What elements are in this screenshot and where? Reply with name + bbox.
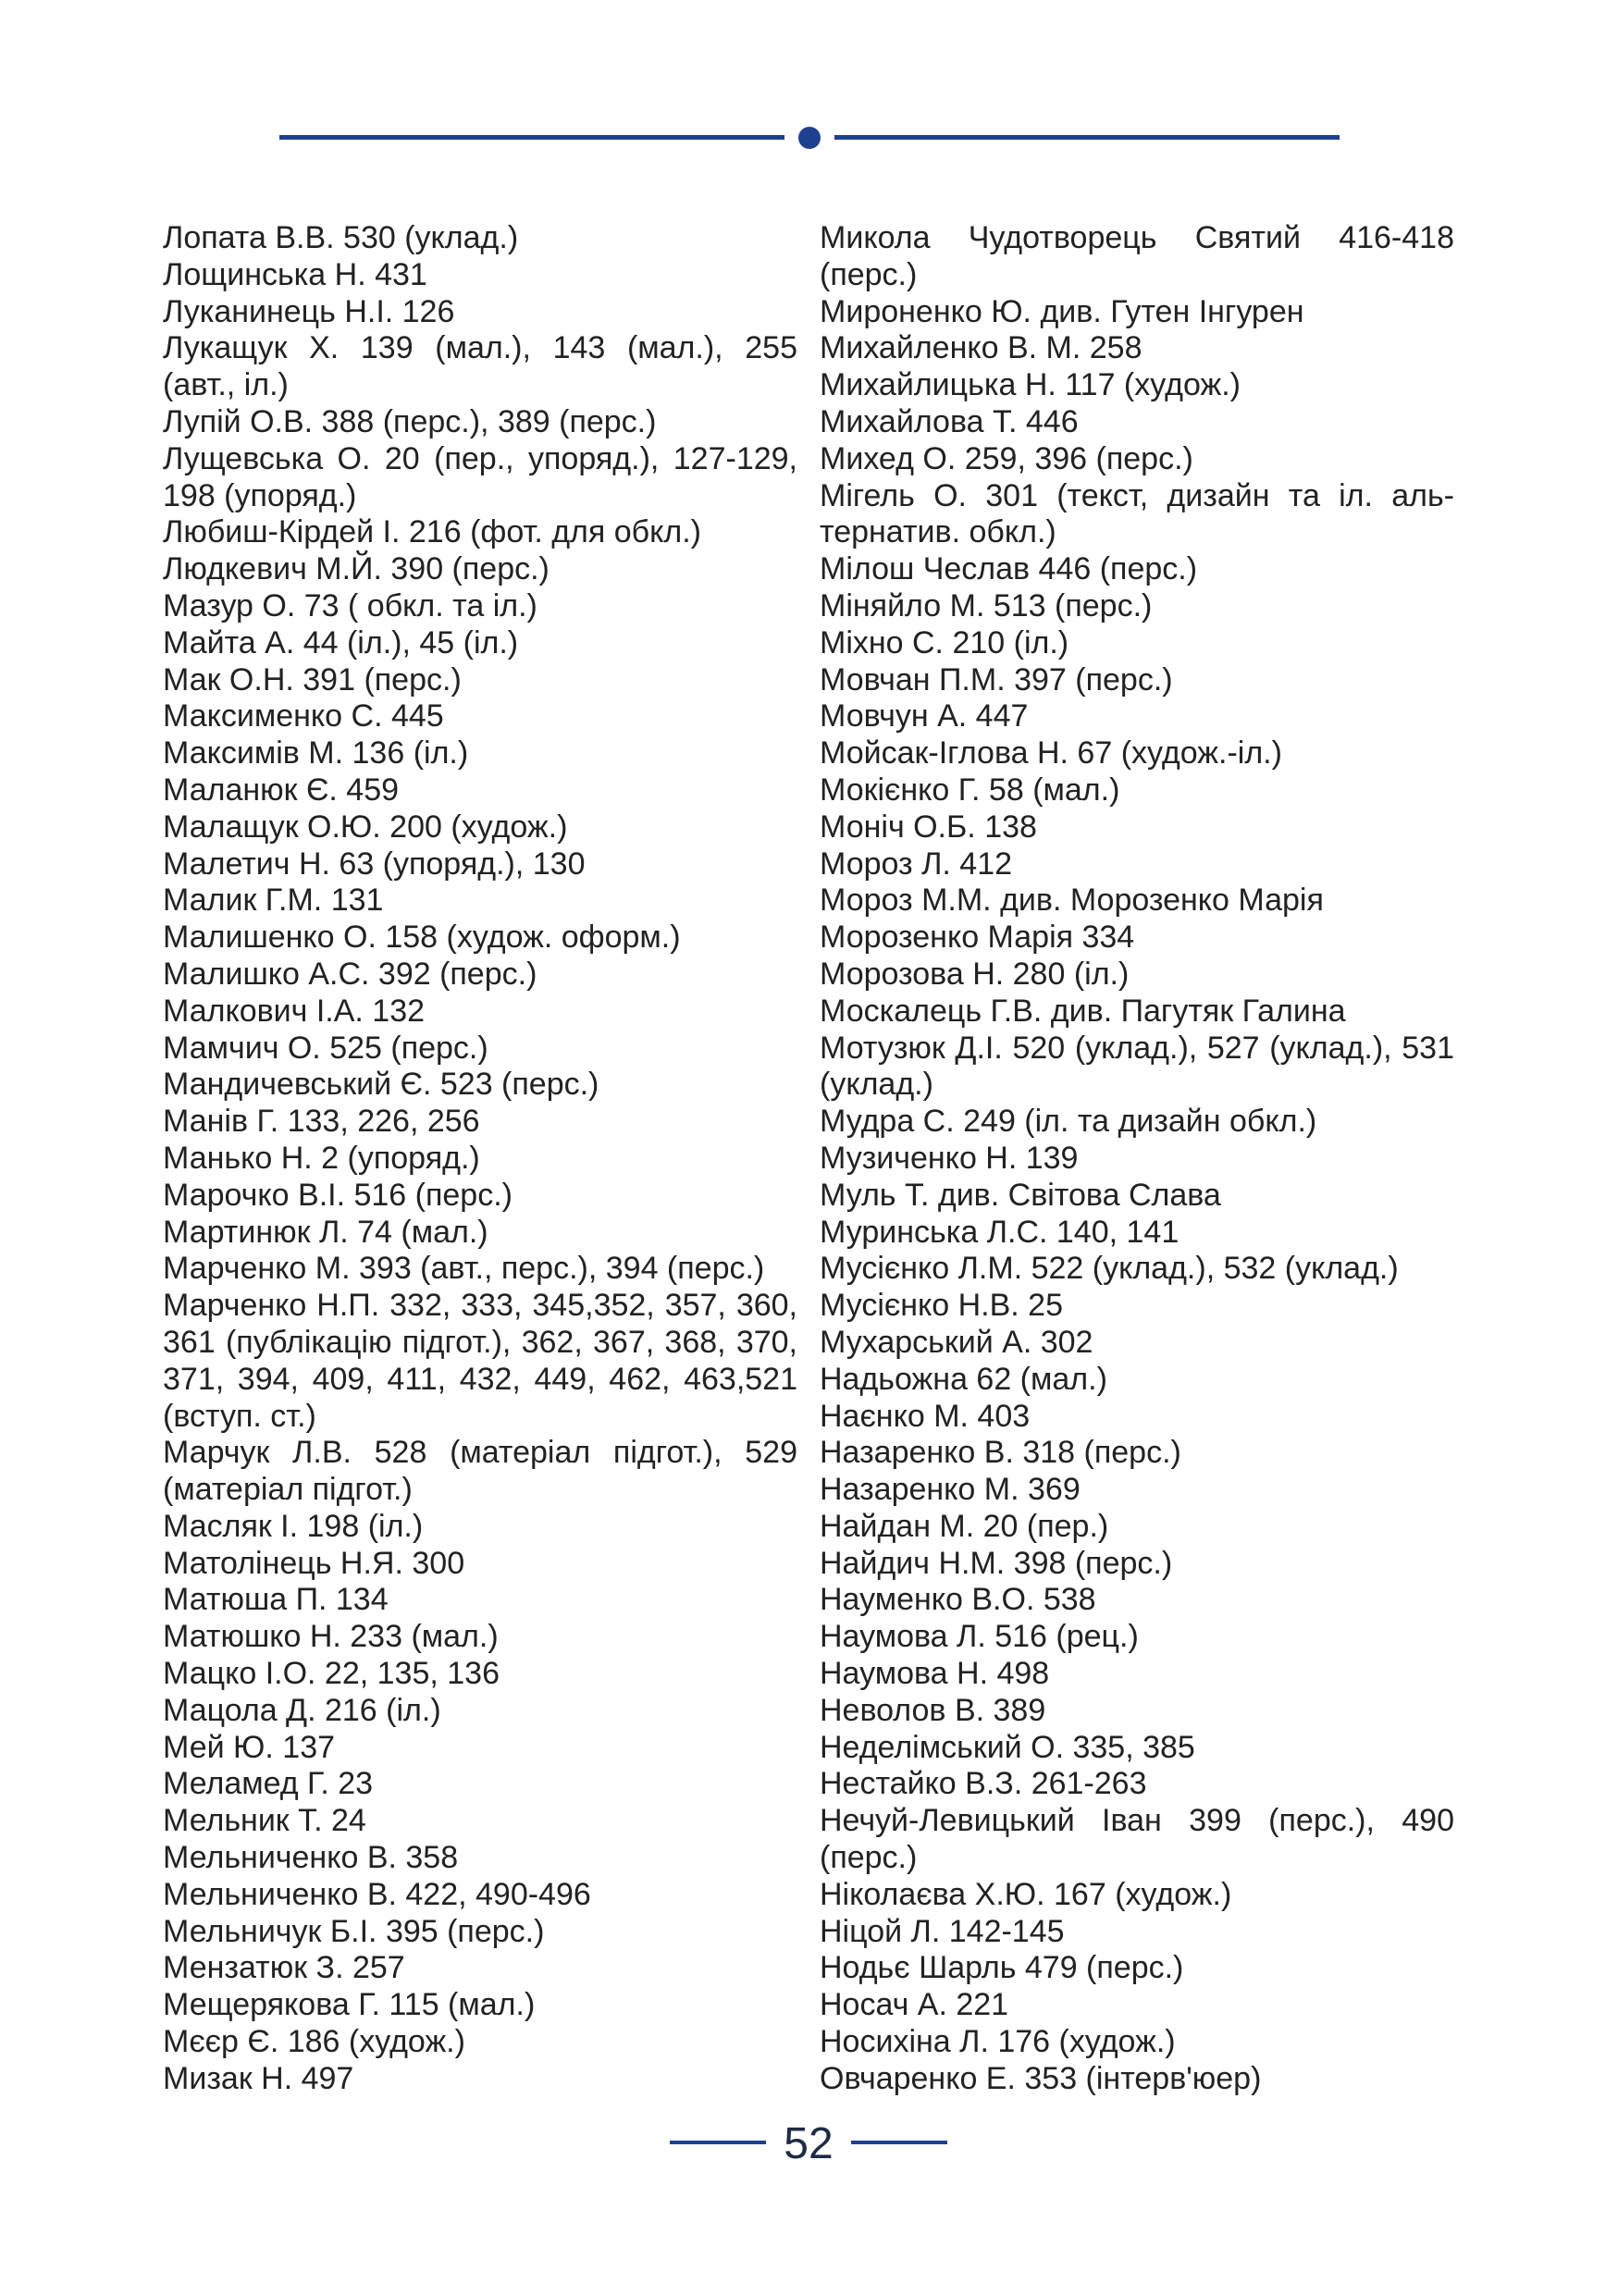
index-entry: Марочко В.І. 516 (перс.) [163,1177,513,1213]
index-entry: Мацола Д. 216 (іл.) [163,1692,441,1728]
index-entry: Михайлицька Н. 117 (худож.) [820,367,1241,403]
index-entry: Матюша П. 134 [163,1582,389,1618]
index-entry: Муль Т. див. Світова Слава [820,1177,1221,1213]
index-entry: Мойсак-Іглова Н. 67 (худож.-іл.) [820,735,1282,772]
index-entry: Науменко В.О. 538 [820,1582,1096,1618]
index-entry: Малащук О.Ю. 200 (худож.) [163,809,568,845]
index-entry: Нодьє Шарль 479 (перс.) [820,1950,1184,1986]
index-entry: Міняйло М. 513 (перс.) [820,587,1153,623]
index-entry: Мельник Т. 24 [163,1803,366,1839]
index-entry: Надьожна 62 (мал.) [820,1361,1107,1397]
index-entry: Малетич Н. 63 (упоряд.), 130 [163,846,586,882]
index-entry: Мусієнко Л.М. 522 (уклад.), 532 (уклад.) [820,1251,1399,1287]
index-entry: Мудра С. 249 (іл. та дизайн обкл.) [820,1104,1317,1140]
index-entry: Марченко М. 393 (авт., перс.), 394 (перс.) [163,1251,765,1287]
index-entry: Лопата В.В. 530 (уклад.) [163,220,519,255]
header-dot [798,127,821,149]
index-entry: Назаренко М. 369 [820,1472,1081,1508]
index-entry: Мігель О. 301 (текст, дизайн та іл. аль-тернатив. обкл.) [820,477,1454,550]
index-entry: Мак О.Н. 391 (перс.) [163,661,462,697]
index-entry: Михайленко В. М. 258 [820,330,1142,366]
index-entry: Матюшко Н. 233 (мал.) [163,1619,499,1655]
index-entry: Маланюк Є. 459 [163,772,400,808]
index-entry: Москалець Г.В. див. Пагутяк Галина [820,993,1346,1029]
index-entry: Мусієнко Н.В. 25 [820,1288,1064,1324]
index-entry: Малишко А.С. 392 (перс.) [163,956,537,992]
index-entry: Лущевська О. 20 (пер., упоряд.), 127-129, 198 (упоряд.) [163,440,797,513]
index-entry: Найдич Н.М. 398 (перс.) [820,1545,1173,1581]
index-entry: Нечуй-Левицький Іван 399 (перс.), 490 (перс.) [820,1803,1454,1876]
index-entry: Неволов В. 389 [820,1692,1046,1728]
index-entry: Мензатюк З. 257 [163,1950,405,1986]
index-entry: Мельничук Б.І. 395 (перс.) [163,1913,545,1949]
index-entry: Лощинська Н. 431 [163,256,427,292]
index-entry: Мизак Н. 497 [163,2060,354,2096]
index-entry: Манько Н. 2 (упоряд.) [163,1140,480,1176]
index-entry: Мартинюк Л. 74 (мал.) [163,1214,488,1250]
index-entry: Любиш-Кірдей І. 216 (фот. для обкл.) [163,514,702,550]
index-entry: Мєєр Є. 186 (худож.) [163,2024,465,2060]
index-entry: Музиченко Н. 139 [820,1140,1079,1176]
index-entry: Масляк І. 198 (іл.) [163,1508,424,1544]
index-entry: Михед О. 259, 396 (перс.) [820,440,1193,476]
index-entry: Мороз Л. 412 [820,846,1013,882]
index-entry: Мороз М.М. див. Морозенко Марія [820,883,1324,919]
index-entry: Носач А. 221 [820,1987,1009,2023]
index-entry: Морозова Н. 280 (іл.) [820,956,1130,992]
index-entry: Мовчун А. 447 [820,698,1029,734]
index-entry: Мокієнко Г. 58 (мал.) [820,772,1120,808]
index-entry: Мацко І.О. 22, 135, 136 [163,1656,500,1692]
footer-rule-right [851,2141,947,2144]
index-entry: Наумова Л. 516 (рец.) [820,1619,1139,1655]
index-entry: Назаренко В. 318 (перс.) [820,1435,1181,1471]
index-entry: Майта А. 44 (іл.), 45 (іл.) [163,624,519,660]
index-entry: Малик Г.М. 131 [163,883,384,919]
index-entry: Нестайко В.З. 261-263 [820,1766,1147,1802]
index-entry: Максименко С. 445 [163,698,444,734]
index-entry: Мухарський А. 302 [820,1324,1093,1360]
index-entry: Михайлова Т. 446 [820,403,1079,439]
index-entry: Міхно С. 210 (іл.) [820,624,1069,660]
index-entry: Мещерякова Г. 115 (мал.) [163,1987,536,2023]
index-entry: Марченко Н.П. 332, 333, 345,352, 357, 360, 361 (публікацію підгот.), 362, 367, 368, 370, 371, 394, 409, 411, 432, 449, 462, 463,521 (вступ. ст.) [163,1288,797,1434]
index-entry: Манів Г. 133, 226, 256 [163,1104,480,1140]
index-entry: Неделімський О. 335, 385 [820,1729,1195,1765]
index-entry: Ніколаєва Х.Ю. 167 (худож.) [820,1876,1232,1912]
index-entry: Носихіна Л. 176 (худож.) [820,2024,1176,2060]
index-entry: Наєнко М. 403 [820,1398,1031,1434]
index-entry: Меламед Г. 23 [163,1766,374,1802]
index-entry: Мотузюк Д.І. 520 (уклад.), 527 (уклад.), 531 (уклад.) [820,1030,1454,1103]
index-entry: Лупій О.В. 388 (перс.), 389 (перс.) [163,403,657,439]
index-entry: Марчук Л.В. 528 (матеріал підгот.), 529 (матеріал підгот.) [163,1435,797,1508]
index-entry: Муринська Л.С. 140, 141 [820,1214,1180,1250]
footer-rule-left [670,2141,766,2144]
index-entry: Мандичевський Є. 523 (перс.) [163,1067,599,1103]
index-entry: Людкевич М.Й. 390 (перс.) [163,551,550,587]
index-entry: Овчаренко Е. 353 (інтерв'юер) [820,2060,1262,2096]
index-entry: Матолінець Н.Я. 300 [163,1545,465,1581]
page-number: 52 [784,2119,834,2168]
index-entry: Мельниченко В. 358 [163,1840,459,1876]
index-entry: Мамчич О. 525 (перс.) [163,1030,488,1066]
index-entry: Найдан М. 20 (пер.) [820,1508,1109,1544]
index-entry: Моніч О.Б. 138 [820,809,1037,845]
index-column-right [820,220,1454,2098]
index-column-left [163,220,797,2098]
index-entry: Ніцой Л. 142-145 [820,1913,1065,1949]
index-entry: Морозенко Марія 334 [820,920,1135,956]
index-entry: Мовчан П.М. 397 (перс.) [820,661,1173,697]
index-entry: Мілош Чеслав 446 (перс.) [820,551,1198,587]
index-entry: Мей Ю. 137 [163,1729,336,1765]
index-entry: Мазур О. 73 ( обкл. та іл.) [163,587,537,623]
index-entry: Лукащук Х. 139 (мал.), 143 (мал.), 255 (авт., іл.) [163,330,797,403]
index-entry: Мельниченко В. 422, 490-496 [163,1876,591,1912]
index-entry: Микола Чудотворець Святий 416-418 (перс.) [820,220,1454,292]
index-entry: Мироненко Ю. див. Гутен Інгурен [820,293,1304,329]
index-entry: Луканинець Н.І. 126 [163,293,455,329]
header-rule-right [834,135,1340,140]
index-entry: Малишенко О. 158 (худож. оформ.) [163,920,681,956]
header-rule-left [279,135,784,140]
index-entry: Максимів М. 136 (іл.) [163,735,469,772]
index-entry: Малкович І.А. 132 [163,993,426,1029]
index-entry: Наумова Н. 498 [820,1656,1050,1692]
